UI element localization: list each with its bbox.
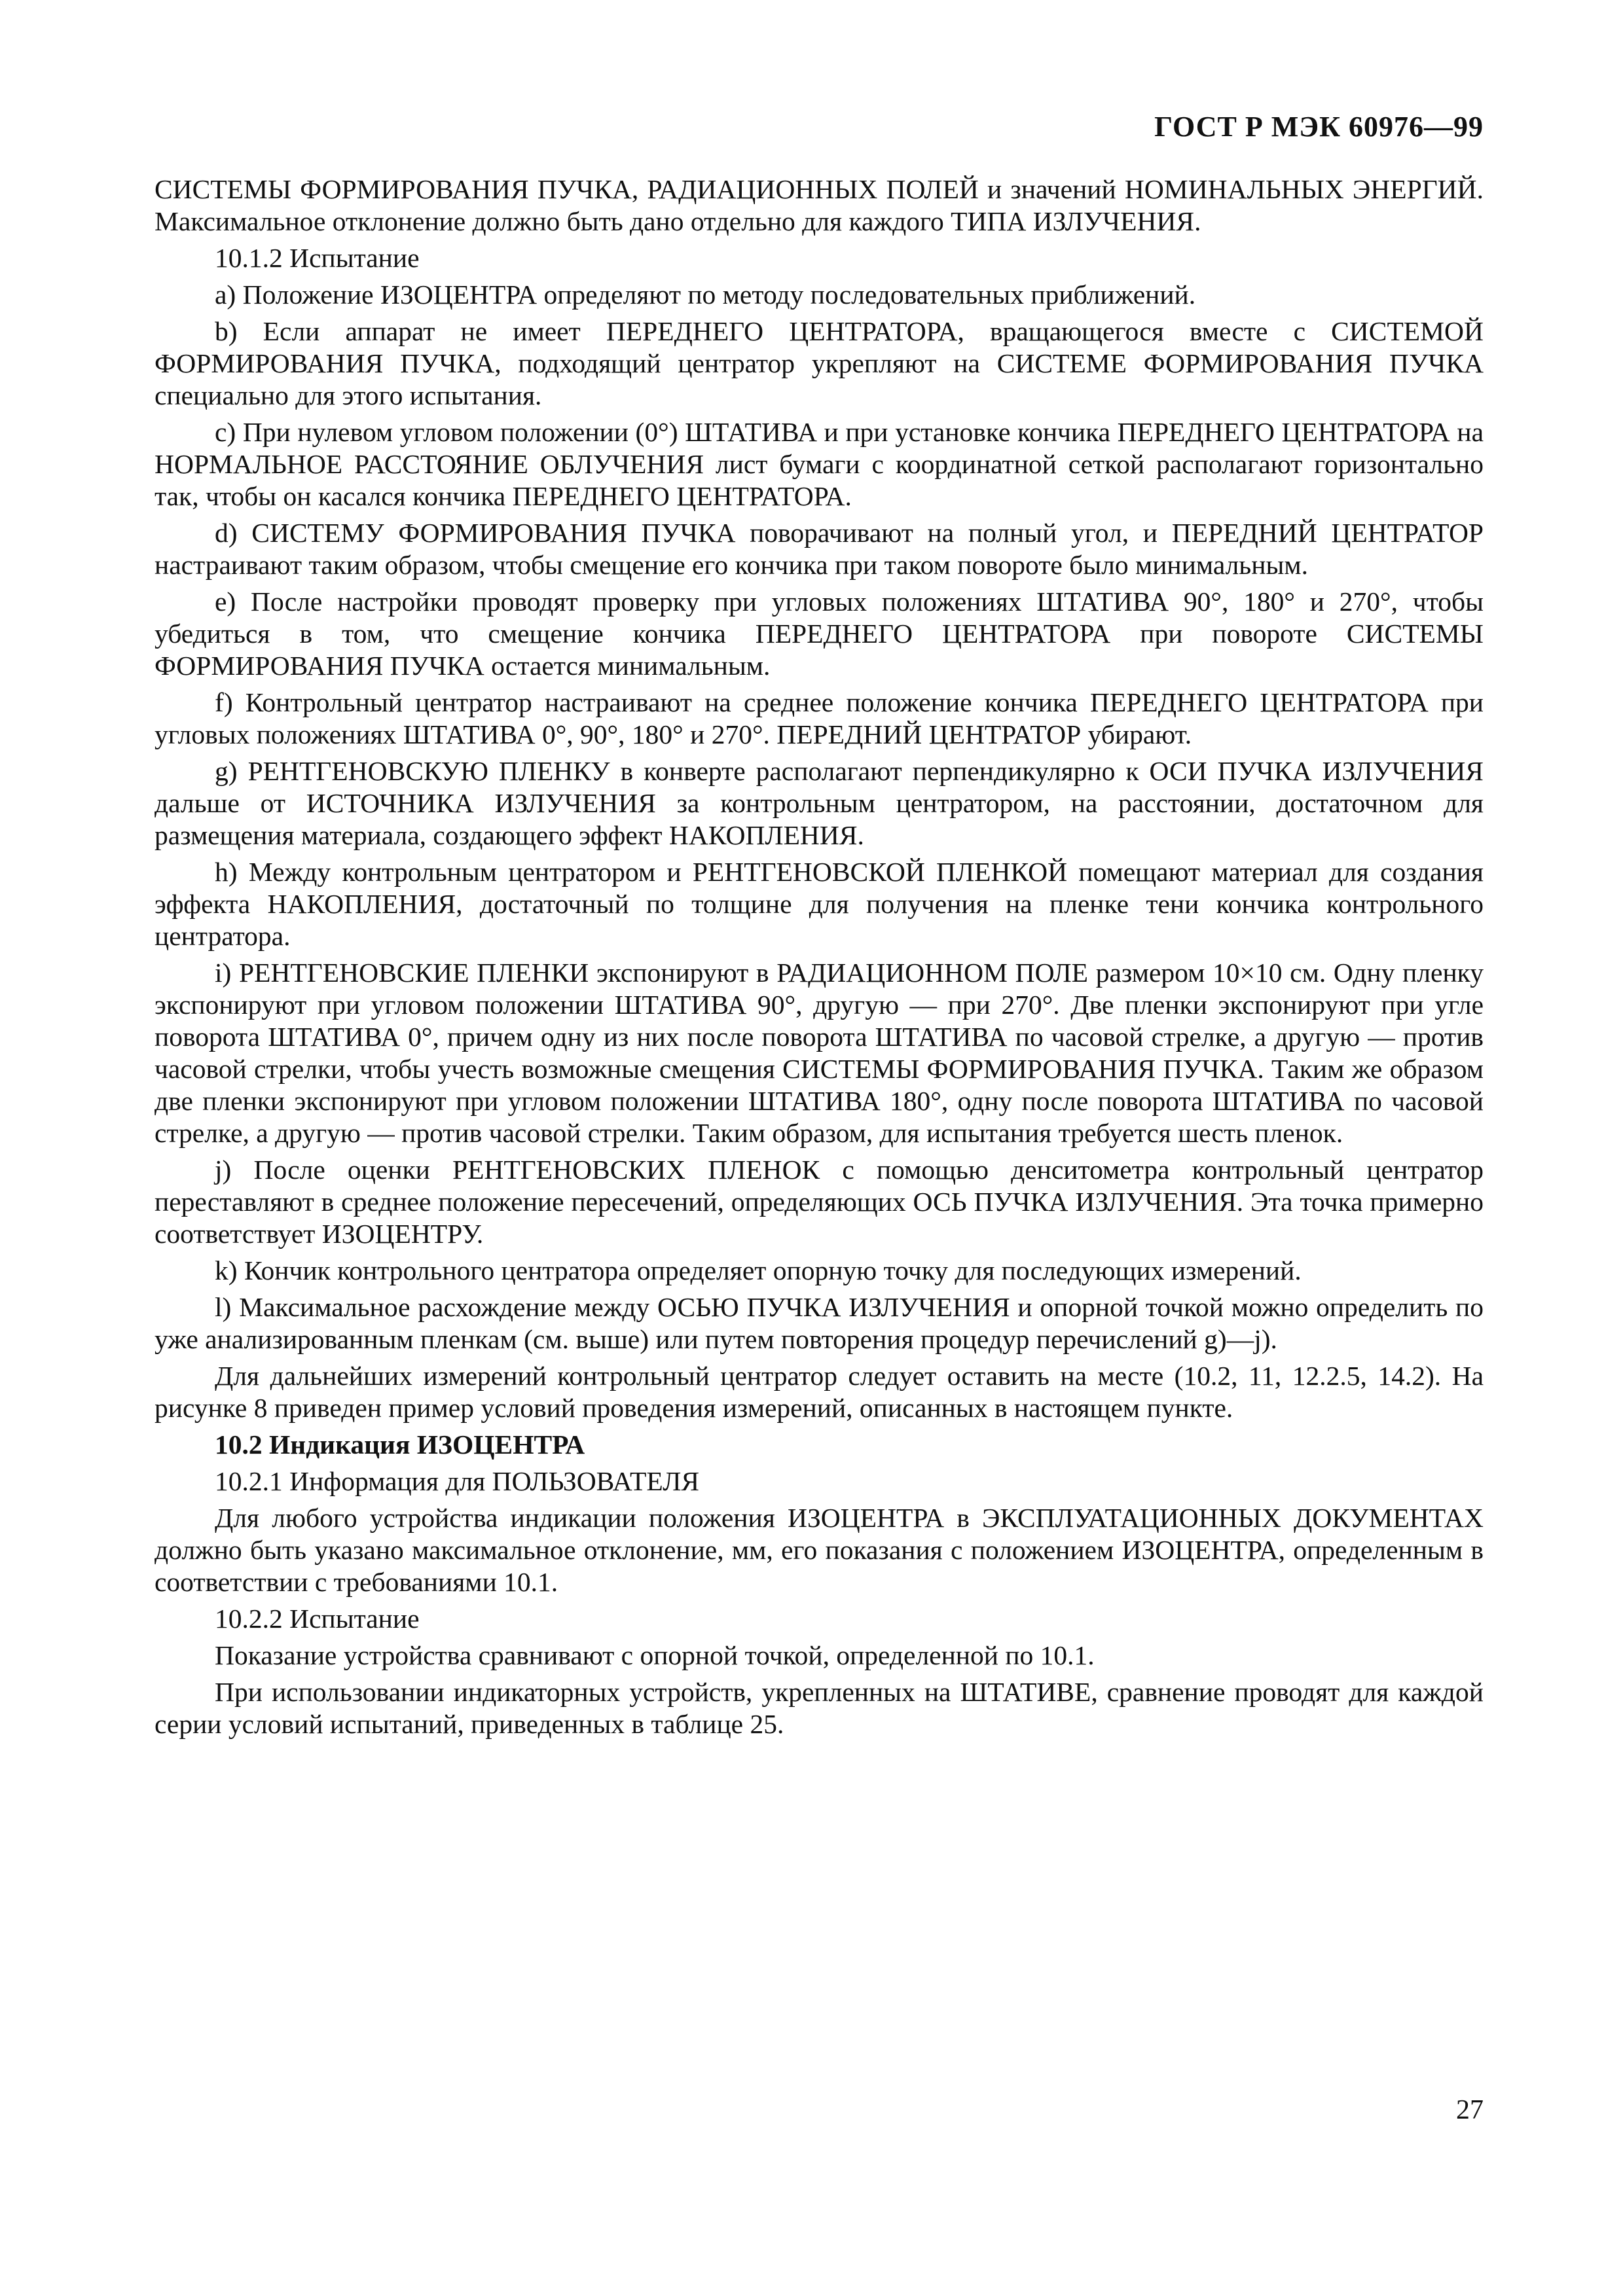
paragraph: e) После настройки проводят проверку при угловых положениях ШТАТИВА 90°, 180° и 270°, чтобы убедиться в том, что смещение кончика ПЕРЕДНЕГО ЦЕНТРАТОРА при повороте СИСТЕМЫ ФОРМИРОВАНИЯ ПУЧКА остается минимальным. bbox=[155, 586, 1484, 681]
paragraph: i) РЕНТГЕНОВСКИЕ ПЛЕНКИ экспонируют в РАДИАЦИОННОМ ПОЛЕ размером 10×10 см. Одну пленку экспонируют при угловом положении ШТАТИВА 90°, другую — при 270°. Две пленки экспонируют при угле поворота ШТАТИВА 0°, причем одну из них после поворота ШТАТИВА по часовой стрелке, а другую — против часовой стрелки, чтобы учесть возможные смещения СИСТЕМЫ ФОРМИРОВАНИЯ ПУЧКА. Таким же образом две пленки экспонируют при угловом положении ШТАТИВА 180°, одну после поворота ШТАТИВА по часовой стрелке, а другую — против часовой стрелки. Таким образом, для испытания требуется шесть пленок. bbox=[155, 958, 1484, 1148]
paragraph: При использовании индикаторных устройств, укрепленных на ШТАТИВЕ, сравнение проводят для каждой серии условий испытаний, приведенных в таблице 25. bbox=[155, 1677, 1484, 1739]
document-page bbox=[155, 0, 1484, 2296]
page-number: 27 bbox=[1456, 2095, 1484, 2125]
paragraph: Для дальнейших измерений контрольный центратор следует оставить на месте (10.2, 11, 12.2.5, 14.2). На рисунке 8 приведен пример условий проведения измерений, описанных в настоящем пункте. bbox=[155, 1361, 1484, 1423]
paragraph: b) Если аппарат не имеет ПЕРЕДНЕГО ЦЕНТРАТОРА, вращающегося вместе с СИСТЕМОЙ ФОРМИРОВАНИЯ ПУЧКА, подходящий центратор укрепляют на СИСТЕМЕ ФОРМИРОВАНИЯ ПУЧКА специально для этого испытания. bbox=[155, 316, 1484, 410]
paragraph: l) Максимальное расхождение между ОСЬЮ ПУЧКА ИЗЛУЧЕНИЯ и опорной точкой можно определить по уже анализированным пленкам (см. выше) или путем повторения процедур перечислений g)—j). bbox=[155, 1292, 1484, 1354]
paragraph: 10.2.2 Испытание bbox=[215, 1604, 420, 1634]
paragraph: h) Между контрольным центратором и РЕНТГЕНОВСКОЙ ПЛЕНКОЙ помещают материал для создания эффекта НАКОПЛЕНИЯ, достаточный по толщине для получения на пленке тени кончика контрольного центратора. bbox=[155, 857, 1484, 951]
paragraph: g) РЕНТГЕНОВСКУЮ ПЛЕНКУ в конверте располагают перпендикулярно к ОСИ ПУЧКА ИЗЛУЧЕНИЯ дальше от ИСТОЧНИКА ИЗЛУЧЕНИЯ за контрольным центратором, на расстоянии, достаточном для размещения материала, создающего эффект НАКОПЛЕНИЯ. bbox=[155, 756, 1484, 850]
paragraph: 10.2.1 Информация для ПОЛЬЗОВАТЕЛЯ bbox=[215, 1466, 700, 1496]
paragraph: k) Кончик контрольного центратора определяет опорную точку для последующих измерений. bbox=[215, 1255, 1302, 1285]
body-text bbox=[155, 173, 1484, 1745]
paragraph: j) После оценки РЕНТГЕНОВСКИХ ПЛЕНОК с помощью денситометра контрольный центратор переставляют в среднее положение пересечений, определяющих ОСЬ ПУЧКА ИЗЛУЧЕНИЯ. Эта точка примерно соответствует ИЗОЦЕНТРУ. bbox=[155, 1155, 1484, 1249]
paragraph: c) При нулевом угловом положении (0°) ШТАТИВА и при установке кончика ПЕРЕДНЕГО ЦЕНТРАТОРА на НОРМАЛЬНОЕ РАССТОЯНИЕ ОБЛУЧЕНИЯ лист бумаги с координатной сеткой располагают горизонтально так, чтобы он касался кончика ПЕРЕДНЕГО ЦЕНТРАТОРА. bbox=[155, 417, 1484, 511]
paragraph: Показание устройства сравнивают с опорной точкой, определенной по 10.1. bbox=[215, 1640, 1095, 1670]
paragraph: Для любого устройства индикации положения ИЗОЦЕНТРА в ЭКСПЛУАТАЦИОННЫХ ДОКУМЕНТАХ должно быть указано максимальное отклонение, мм, его показания с положением ИЗОЦЕНТРА, определенным в соответствии с требованиями 10.1. bbox=[155, 1503, 1484, 1597]
paragraph: a) Положение ИЗОЦЕНТРА определяют по методу последовательных приближений. bbox=[215, 279, 1196, 310]
paragraph: f) Контрольный центратор настраивают на среднее положение кончика ПЕРЕДНЕГО ЦЕНТРАТОРА при угловых положениях ШТАТИВА 0°, 90°, 180° и 270°. ПЕРЕДНИЙ ЦЕНТРАТОР убирают. bbox=[155, 687, 1484, 749]
section-heading: 10.2 Индикация ИЗОЦЕНТРА bbox=[215, 1429, 585, 1460]
paragraph: СИСТЕМЫ ФОРМИРОВАНИЯ ПУЧКА, РАДИАЦИОННЫХ ПОЛЕЙ и значений НОМИНАЛЬНЫХ ЭНЕРГИЙ. Максимальное отклонение должно быть дано отдельно для каждого ТИПА ИЗЛУЧЕНИЯ. bbox=[155, 174, 1484, 236]
paragraph: d) СИСТЕМУ ФОРМИРОВАНИЯ ПУЧКА поворачивают на полный угол, и ПЕРЕДНИЙ ЦЕНТРАТОР настраивают таким образом, чтобы смещение его кончика при таком повороте было минимальным. bbox=[155, 518, 1484, 580]
standard-header: ГОСТ Р МЭК 60976—99 bbox=[1154, 111, 1484, 143]
paragraph: 10.1.2 Испытание bbox=[215, 243, 420, 273]
